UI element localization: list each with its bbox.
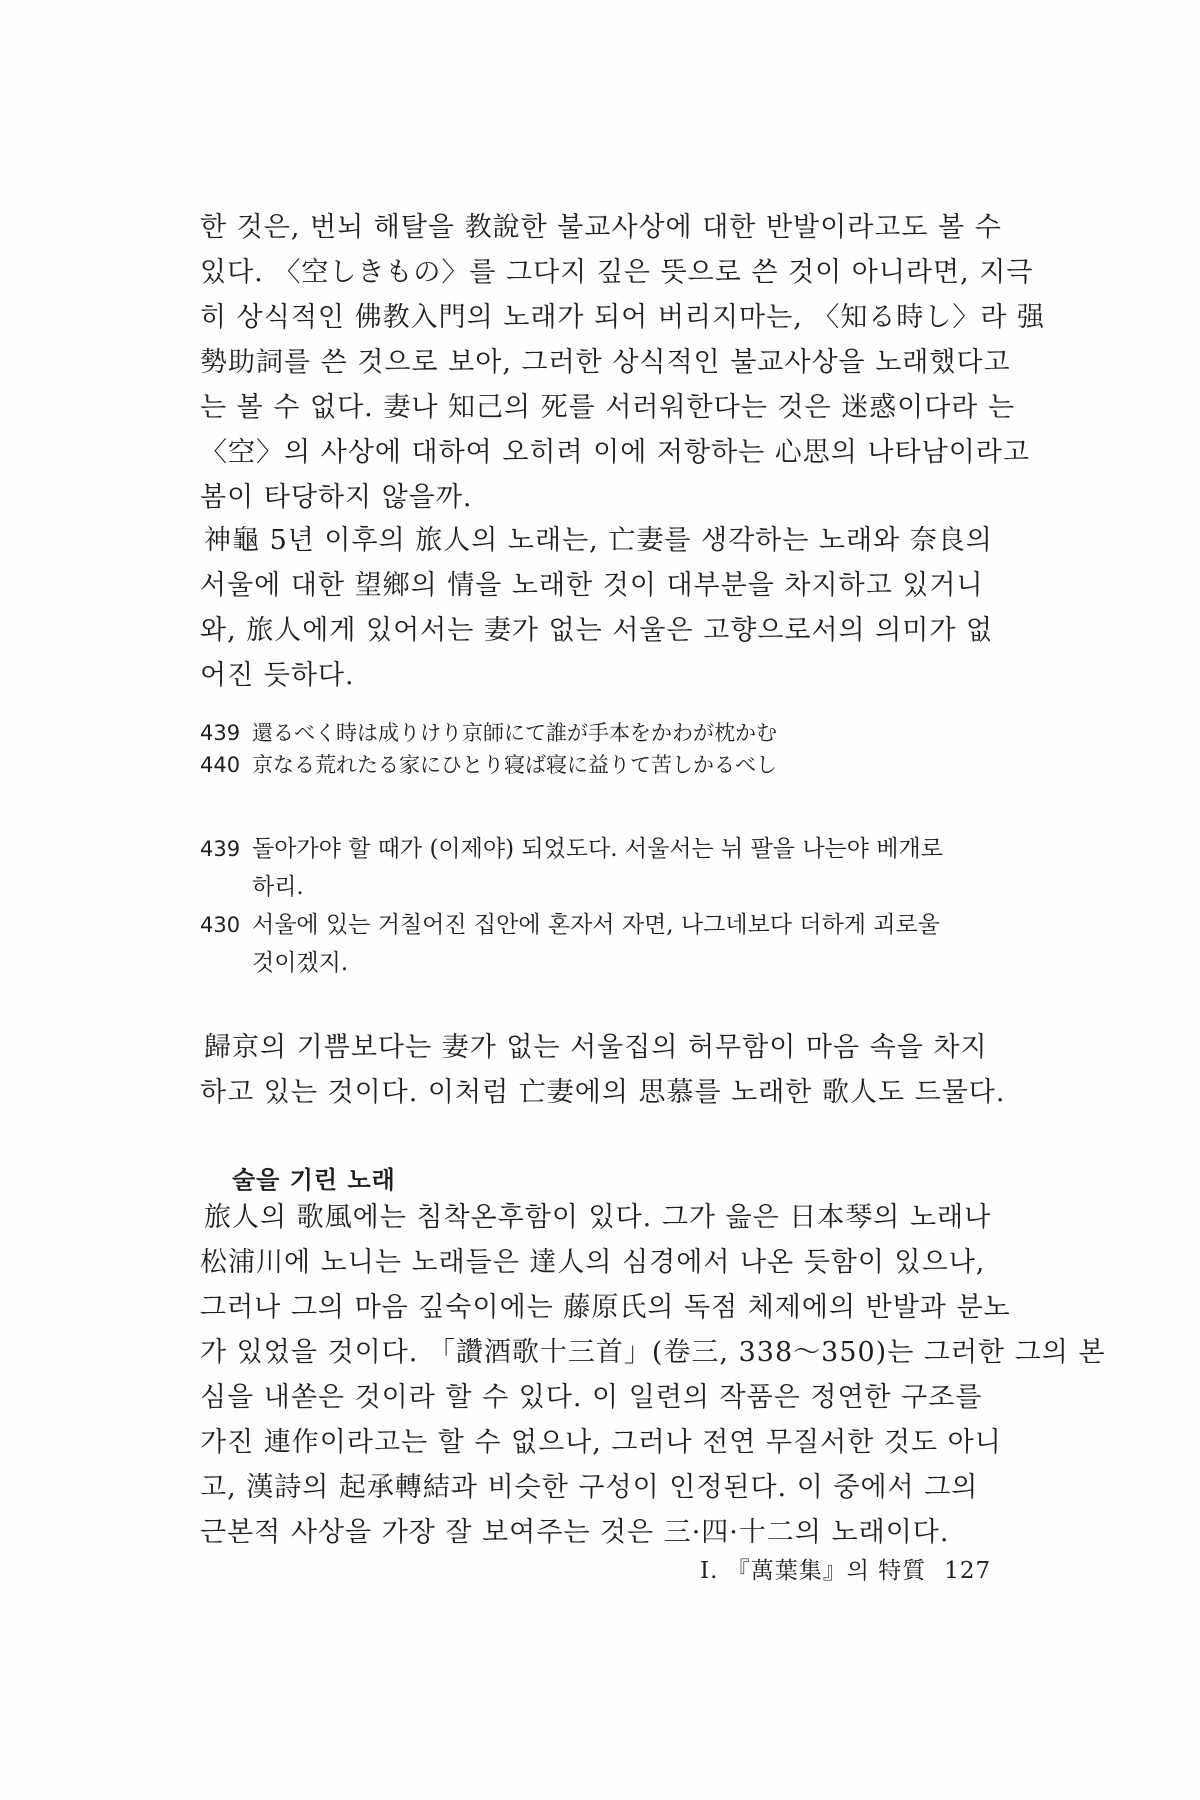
text-line: 하고 있는 것이다. 이처럼 亡妻에의 思慕를 노래한 歌人도 드물다. — [200, 1077, 1006, 1108]
page-number: 127 — [944, 1558, 992, 1584]
text-line: 神龜 5년 이후의 旅人의 노래는, 亡妻를 생각하는 노래와 奈良의 — [204, 525, 993, 556]
text-line: 한 것은, 번뇌 해탈을 教說한 불교사상에 대한 반발이라고도 볼 수 — [200, 212, 1002, 243]
text-line: 가 있었을 것이다. 「讚酒歌十三首」(卷三, 338〜350)는 그러한 그의 본 — [200, 1337, 1106, 1368]
text-line: 와, 旅人에게 있어서는 妻가 없는 서울은 고향으로서의 의미가 없 — [200, 615, 994, 646]
text-line: 그러나 그의 마음 깊숙이에는 藤原氏의 독점 체제에의 반발과 분노 — [200, 1292, 1011, 1323]
text-line: 는 볼 수 없다. 妻나 知己의 死를 서러워한다는 것은 迷惑이다라 는 — [200, 392, 1016, 423]
text-line: 旅人의 歌風에는 침착온후함이 있다. 그가 읊은 日本琴의 노래나 — [204, 1202, 992, 1233]
translation-text: 서울에 있는 거칠어진 집안에 혼자서 자면, 나그네보다 더하게 괴로울 — [252, 912, 940, 938]
translation-text: 돌아가야 할 때가 (이제야) 되었도다. 서울서는 뉘 팔을 나는야 베개로 — [252, 836, 943, 862]
paragraph-1 — [200, 205, 1046, 520]
translation-block — [200, 830, 1020, 982]
text-line: 勢助詞를 쓴 것으로 보아, 그러한 상식적인 불교사상을 노래했다고 — [200, 347, 1011, 378]
translation-text-cont: 하리. — [252, 874, 304, 900]
page-footer — [700, 1552, 991, 1585]
section-heading: 술을 기린 노래 — [232, 1166, 396, 1194]
poem-440 — [200, 750, 1020, 782]
translation-number: 430 — [200, 913, 241, 937]
text-line: 〈空〉의 사상에 대하여 오히려 이에 저항하는 心思의 나타남이라고 — [200, 437, 1030, 468]
text-line: 歸京의 기쁨보다는 妻가 없는 서울집의 허무함이 마음 속을 차지 — [204, 1032, 988, 1063]
text-line: 근본적 사상을 가장 잘 보여주는 것은 三·四·十二의 노래이다. — [200, 1517, 950, 1548]
paragraph-3 — [200, 1025, 1020, 1115]
translation-430 — [200, 906, 1020, 982]
running-title: I. 『萬葉集』의 特質 — [700, 1558, 927, 1584]
poem-number: 439 — [200, 721, 241, 745]
text-line: 서울에 대한 望鄉의 情을 노래한 것이 대부분을 차지하고 있거니 — [200, 570, 984, 601]
poem-number: 440 — [200, 753, 241, 777]
poem-text: 還るべく時は成りけり京師にて誰が手本をかわが枕かむ — [252, 721, 777, 745]
text-line: 고, 漢詩의 起承轉結과 비슷한 구성이 인정된다. 이 중에서 그의 — [200, 1472, 979, 1503]
text-line: 松浦川에 노니는 노래들은 達人의 심경에서 나온 듯함이 있으나, — [200, 1247, 986, 1278]
text-line: 히 상식적인 佛教入門의 노래가 되어 버리지마는, 〈知る時し〉라 强 — [200, 302, 1046, 333]
translation-text-cont: 것이겠지. — [252, 950, 349, 976]
text-line: 가진 連作이라고는 할 수 없으나, 그러나 전연 무질서한 것도 아니 — [200, 1427, 1002, 1458]
paragraph-2 — [200, 518, 1020, 698]
translation-439 — [200, 830, 1020, 906]
poem-block — [200, 718, 1020, 782]
poem-text: 京なる荒れたる家にひとり寝ば寝に益りて苦しかるべし — [252, 753, 777, 777]
text-line: 어진 듯하다. — [200, 660, 355, 691]
text-line: 봄이 타당하지 않을까. — [200, 482, 473, 513]
text-line: 있다. 〈空しきもの〉를 그다지 깊은 뜻으로 쓴 것이 아니라면, 지극 — [200, 257, 1034, 288]
paragraph-4 — [200, 1195, 1106, 1555]
translation-number: 439 — [200, 837, 241, 861]
poem-439 — [200, 718, 1020, 750]
text-line: 심을 내쏟은 것이라 할 수 있다. 이 일련의 작품은 정연한 구조를 — [200, 1382, 983, 1413]
